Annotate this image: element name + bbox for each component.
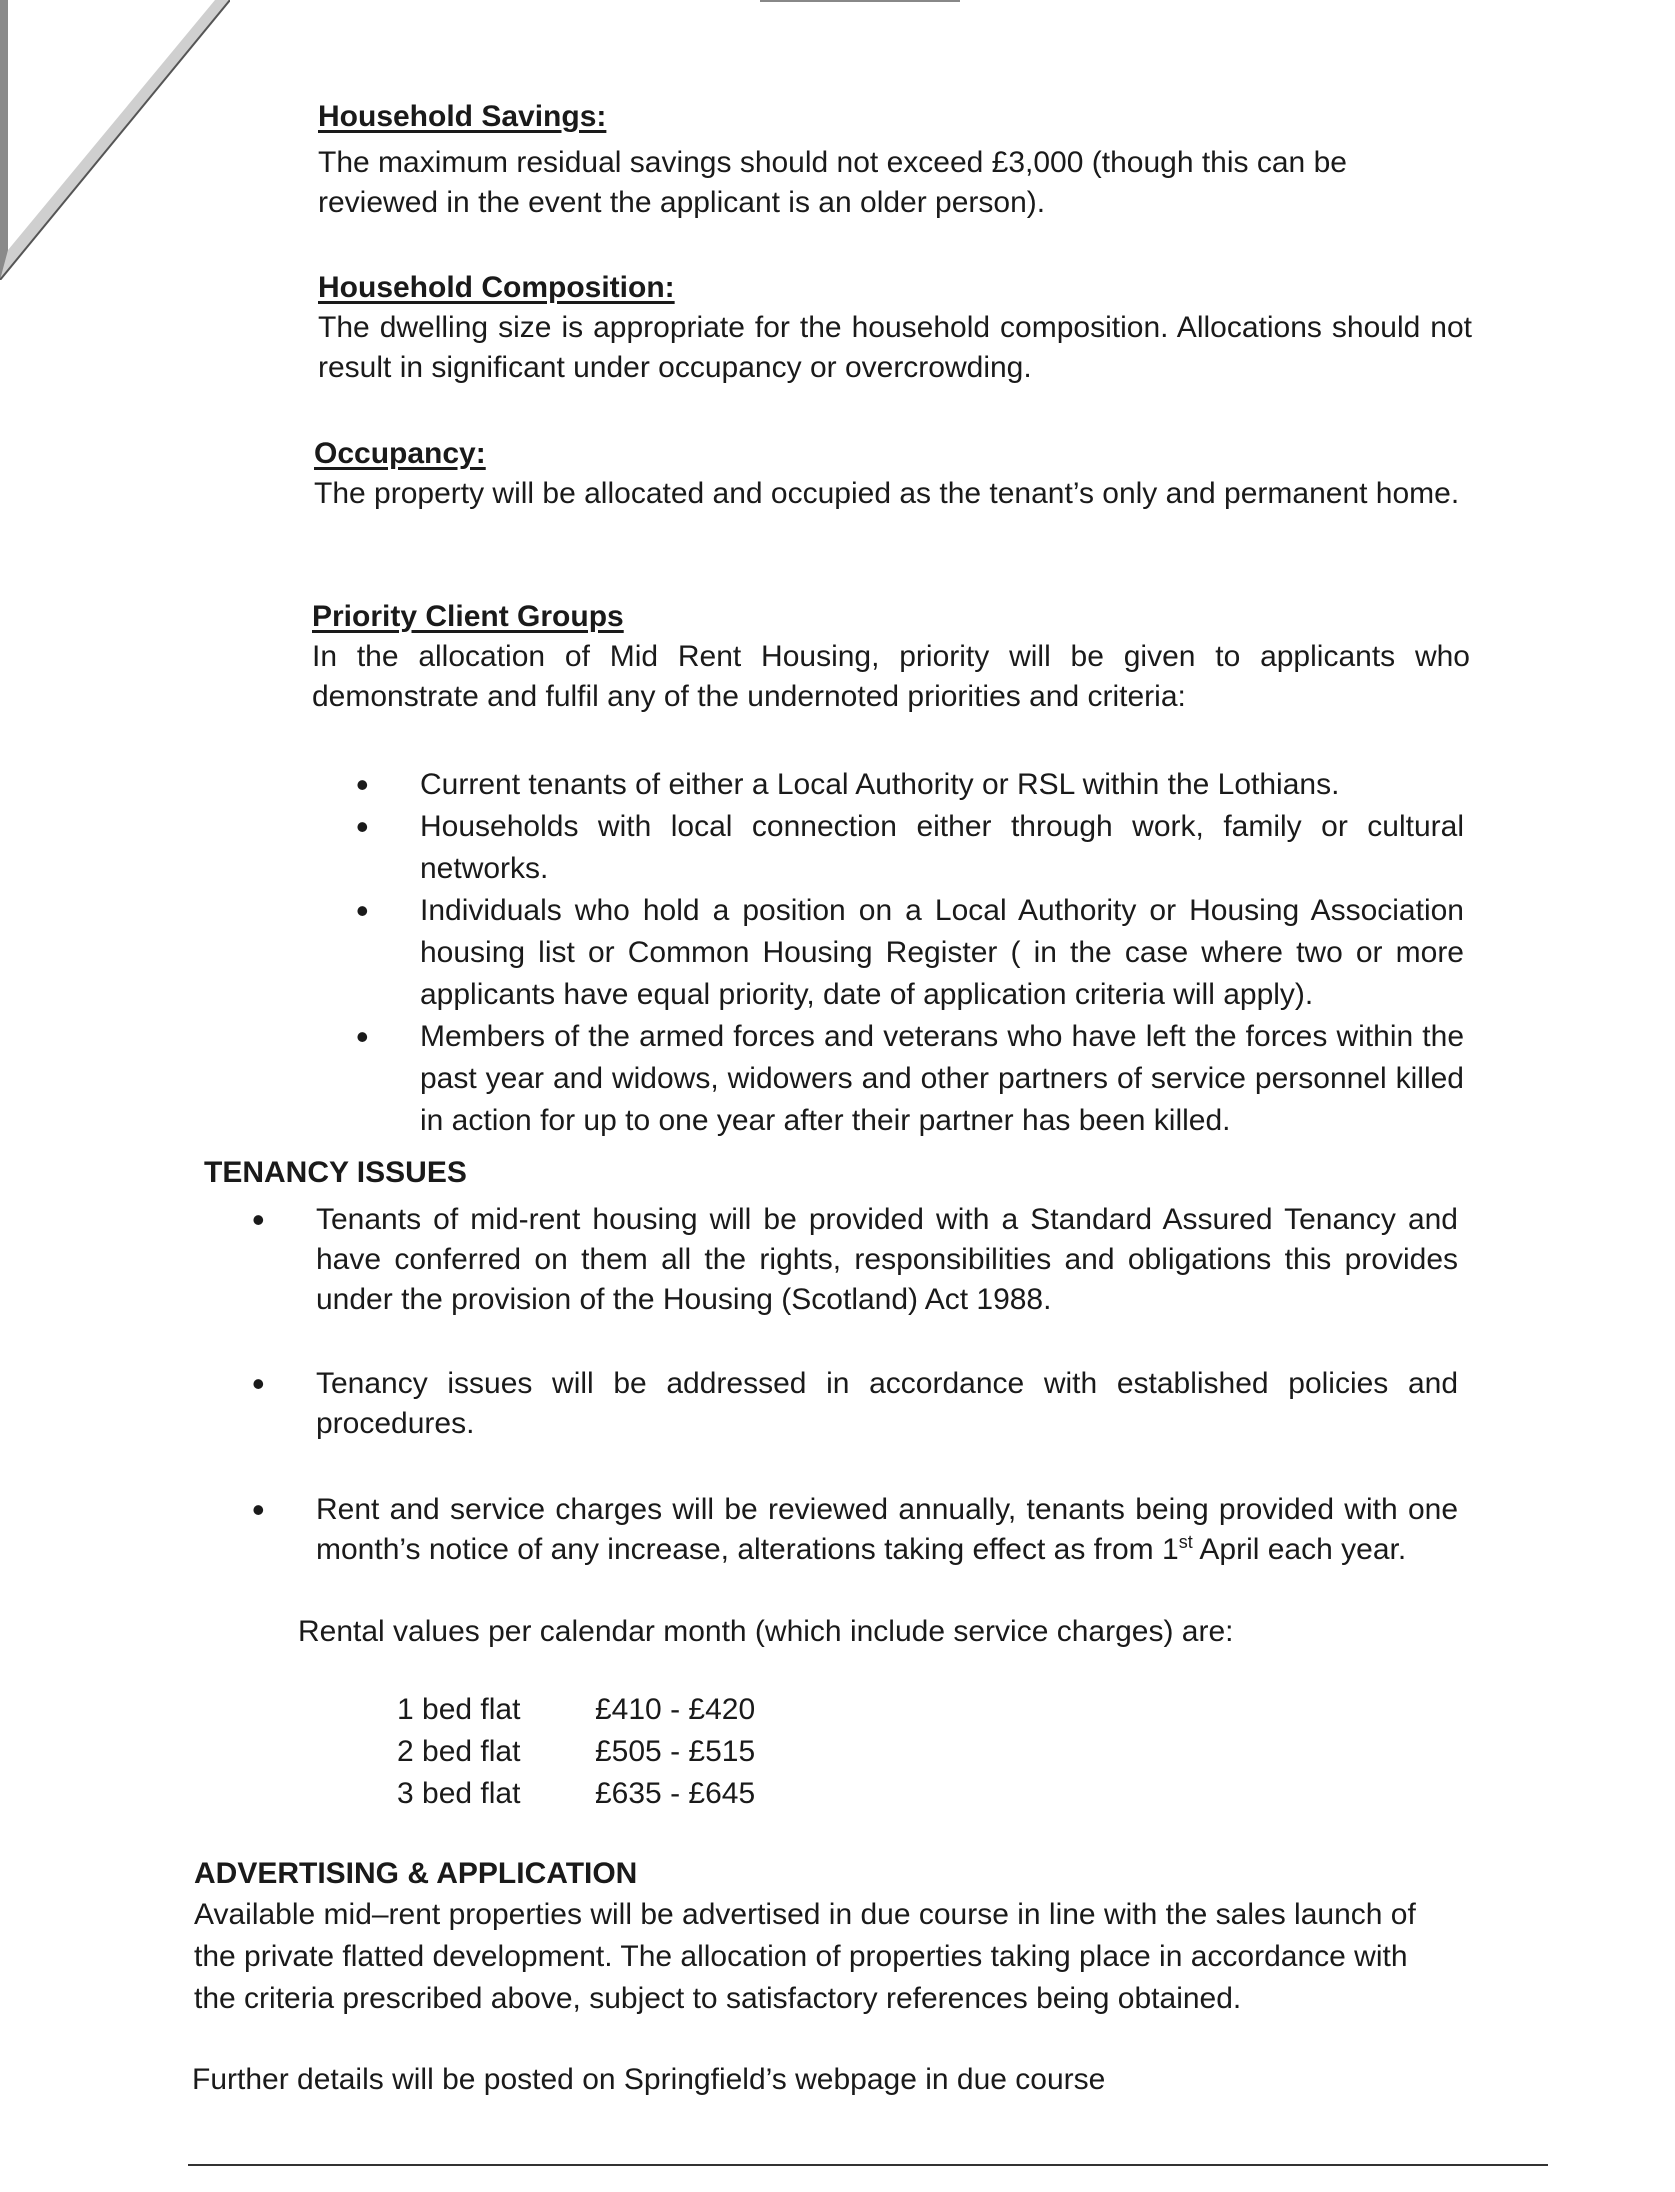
table-row — [397, 1774, 755, 1816]
text-occupancy: The property will be allocated and occupied as the tenant’s only and permanent home. — [314, 477, 1460, 510]
tenancy-item-rent-review — [252, 1490, 1458, 1570]
heading-priority-client-groups: Priority Client Groups — [312, 600, 624, 633]
text-household-composition: The dwelling size is appropriate for the household composition. Allocations should not result in significant under occupancy or overcrowding. — [318, 311, 1472, 384]
section-household-composition — [318, 268, 1472, 388]
footer-rule — [188, 2164, 1548, 2166]
rent-table — [397, 1690, 755, 1816]
heading-tenancy-issues: TENANCY ISSUES — [204, 1156, 467, 1189]
section-occupancy — [314, 434, 1470, 514]
rent-review-text-end: April each year. — [1192, 1533, 1407, 1566]
section-advertising — [194, 1854, 1456, 2020]
rent-type: 2 bed flat — [397, 1735, 521, 1768]
priority-item: • Current tenants of either a Local Authority or RSL within the Lothians. — [356, 764, 1464, 806]
rent-type: 1 bed flat — [397, 1693, 521, 1726]
heading-household-savings: Household Savings: — [318, 100, 607, 133]
further-details: Further details will be posted on Springfield’s webpage in due course — [192, 2063, 1106, 2096]
heading-occupancy: Occupancy: — [314, 437, 486, 470]
table-row — [397, 1690, 755, 1732]
tenancy-list — [252, 1200, 1458, 1320]
rent-range: £410 - £420 — [595, 1693, 756, 1726]
rent-review-text: Rent and service charges will be reviewed annually, tenants being provided with one month’s notice of any increase, alterations taking effect as from 1 — [316, 1493, 1458, 1566]
ordinal-suffix: st — [1178, 1532, 1193, 1552]
priority-list — [356, 764, 1464, 1142]
heading-household-composition: Household Composition: — [318, 271, 675, 304]
rental-intro: Rental values per calendar month (which include service charges) are: — [298, 1615, 1234, 1648]
rent-range: £505 - £515 — [595, 1735, 756, 1768]
section-household-savings — [318, 97, 1378, 223]
text-household-savings: The maximum residual savings should not exceed £3,000 (though this can be reviewed in the event the applicant is an older person). — [318, 146, 1347, 219]
rent-range: £635 - £645 — [595, 1777, 756, 1810]
text-advertising: Available mid–rent properties will be advertised in due course in line with the sales launch of the private flatted development. The allocation of properties taking place in accordance with the criteria prescribed above, subject to satisfactory references being obtained. — [194, 1898, 1416, 2015]
priority-item: • Members of the armed forces and veterans who have left the forces within the past year and widows, widowers and other partners of service personnel killed in action for up to one year after their partner has been killed. — [356, 1016, 1464, 1142]
priority-item: • Individuals who hold a position on a Local Authority or Housing Association housing list or Common Housing Register ( in the case where two or more applicants have equal priority, date of application criteria will apply). — [356, 890, 1464, 1016]
heading-advertising: ADVERTISING & APPLICATION — [194, 1857, 638, 1890]
text-priority-intro: In the allocation of Mid Rent Housing, priority will be given to applicants who demonstrate and fulfil any of the undernoted priorities and criteria: — [312, 640, 1470, 713]
priority-item: • Households with local connection either through work, family or cultural networks. — [356, 806, 1464, 890]
tenancy-item-standard-assured: • Tenants of mid-rent housing will be provided with a Standard Assured Tenancy and have conferred on them all the rights, responsibilities and obligations this provides under the provision of the Housing (Scotland) Act 1988. — [252, 1200, 1458, 1320]
tenancy-item-policies: • Tenancy issues will be addressed in accordance with established policies and procedures. — [252, 1364, 1458, 1444]
tenancy-list-3 — [252, 1490, 1458, 1570]
rent-type: 3 bed flat — [397, 1777, 521, 1810]
section-priority-client-groups — [312, 597, 1470, 717]
tenancy-list-2 — [252, 1364, 1458, 1444]
table-row — [397, 1732, 755, 1774]
